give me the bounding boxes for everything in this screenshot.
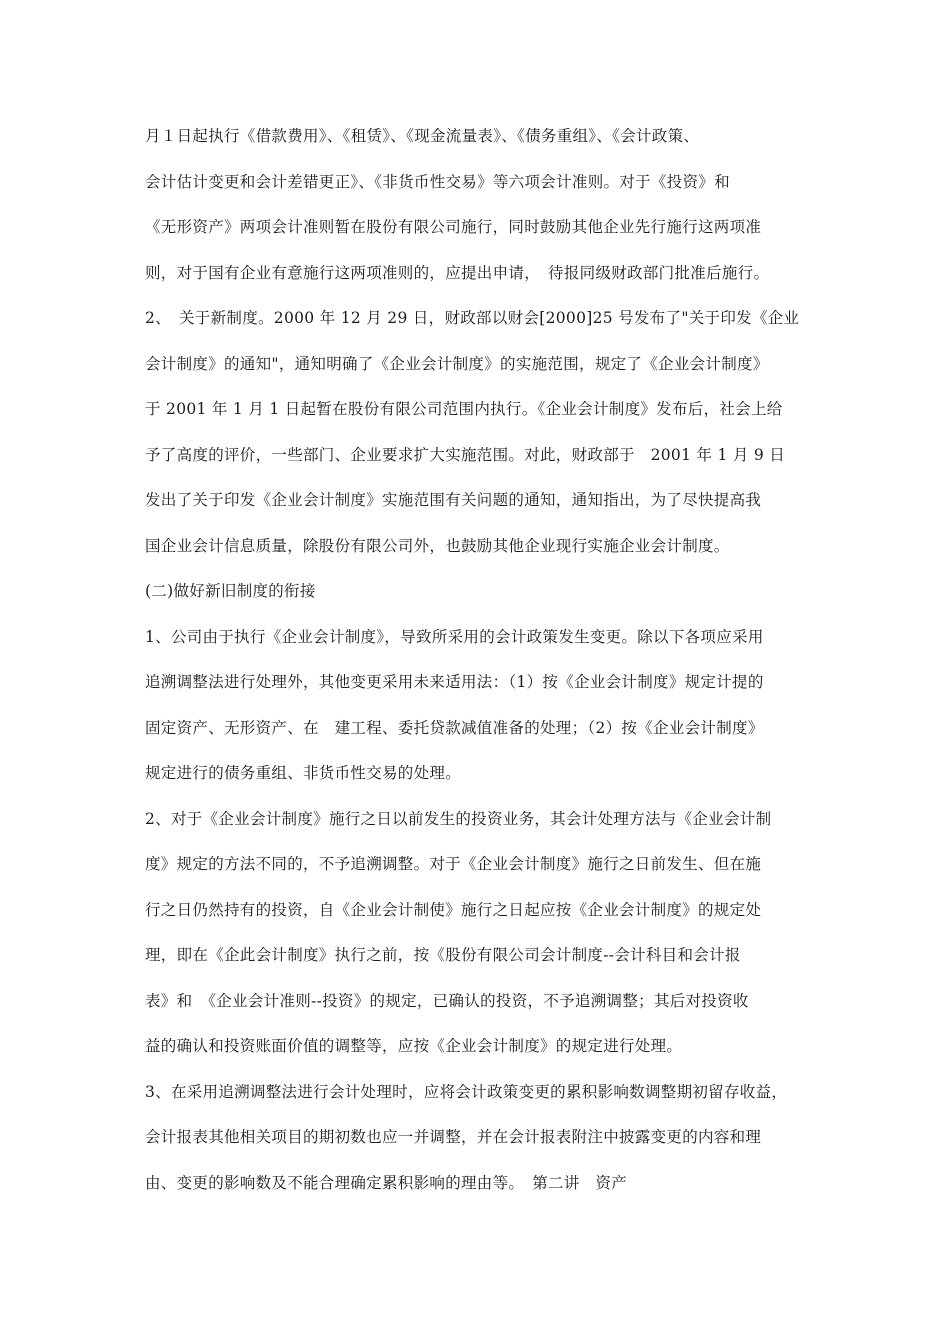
text-line: 2、对于《企业会计制度》施行之日以前发生的投资业务，其会计处理方法与《企业会计制 <box>145 809 772 828</box>
text-line: 理，即在《企此会计制度》执行之前，按《股份有限公司会计制度--会计科目和会计报 <box>145 946 741 964</box>
text-line: 规定进行的债务重组、非货币性交易的处理。 <box>145 764 462 782</box>
text-line: 则，对于国有企业有意施行这两项准则的，应提出申请， 待报同级财政部门批准后施行。 <box>145 263 770 282</box>
text-line: 2、 关于新制度。2000 年 12 月 29 日，财政部以财会[2000]25 号发布了"关于印发《企业 <box>145 309 800 327</box>
section-heading: (二)做好新旧制度的衔接 <box>145 582 316 600</box>
text-line: 发出了关于印发《企业会计制度》实施范围有关问题的通知，通知指出，为了尽快提高我 <box>145 491 762 509</box>
text-line: 3、在采用追溯调整法进行会计处理时，应将会计政策变更的累积影响数调整期初留存收益， <box>145 1082 788 1101</box>
text-line: 益的确认和投资账面价值的调整等，应按《企业会计制度》的规定进行处理。 <box>145 1037 683 1055</box>
text-line: 予了高度的评价，一些部门、企业要求扩大实施范围。对此，财政部于 2001 年 1 月 9 日 <box>145 445 786 464</box>
text-line: 表》和 《企业会计准则--投资》的规定，已确认的投资，不予追溯调整；其后对投资收 <box>145 991 749 1010</box>
text-line: 由、变更的影响数及不能合理确定累积影响的理由等。 第二讲 资产 <box>145 1173 628 1192</box>
text-line: 于 2001 年 1 月 1 日起暂在股份有限公司范围内执行。《企业会计制度》发布后，社会上给 <box>145 400 783 418</box>
text-line: 会计制度》的通知"，通知明确了《企业会计制度》的实施范围，规定了《企业会计制度》 <box>145 354 769 373</box>
body-text <box>145 118 825 1210</box>
text-line: 月１日起执行《借款费用》、《租赁》、《现金流量表》、《债务重组》、《会计政策、 <box>145 127 700 145</box>
text-line: 会计估计变更和会计差错更正》、《非货币性交易》等六项会计准则。对于《投资》和 <box>145 172 730 191</box>
text-line: 会计报表其他相关项目的期初数也应一并调整，并在会计报表附注中披露变更的内容和理 <box>145 1128 762 1146</box>
text-line: 国企业会计信息质量，除股份有限公司外，也鼓励其他企业现行实施企业会计制度。 <box>145 536 730 555</box>
text-line: 追溯调整法进行处理外，其他变更采用未来适用法：（1）按《企业会计制度》规定计提的 <box>145 673 764 691</box>
text-line: 1、公司由于执行《企业会计制度》，导致所采用的会计政策发生变更。除以下各项应采用 <box>145 627 764 646</box>
text-line: 行之日仍然持有的投资，自《企业会计制使》施行之日起应按《企业会计制度》的规定处 <box>145 900 762 919</box>
text-line: 《无形资产》两项会计准则暂在股份有限公司施行，同时鼓励其他企业先行施行这两项准 <box>145 218 762 236</box>
text-line: 固定资产、无形资产、在 建工程、委托贷款减值准备的处理；（2）按《企业会计制度》 <box>145 718 764 737</box>
text-line: 度》规定的方法不同的，不予追溯调整。对于《企业会计制度》施行之日前发生、但在施 <box>145 855 762 873</box>
